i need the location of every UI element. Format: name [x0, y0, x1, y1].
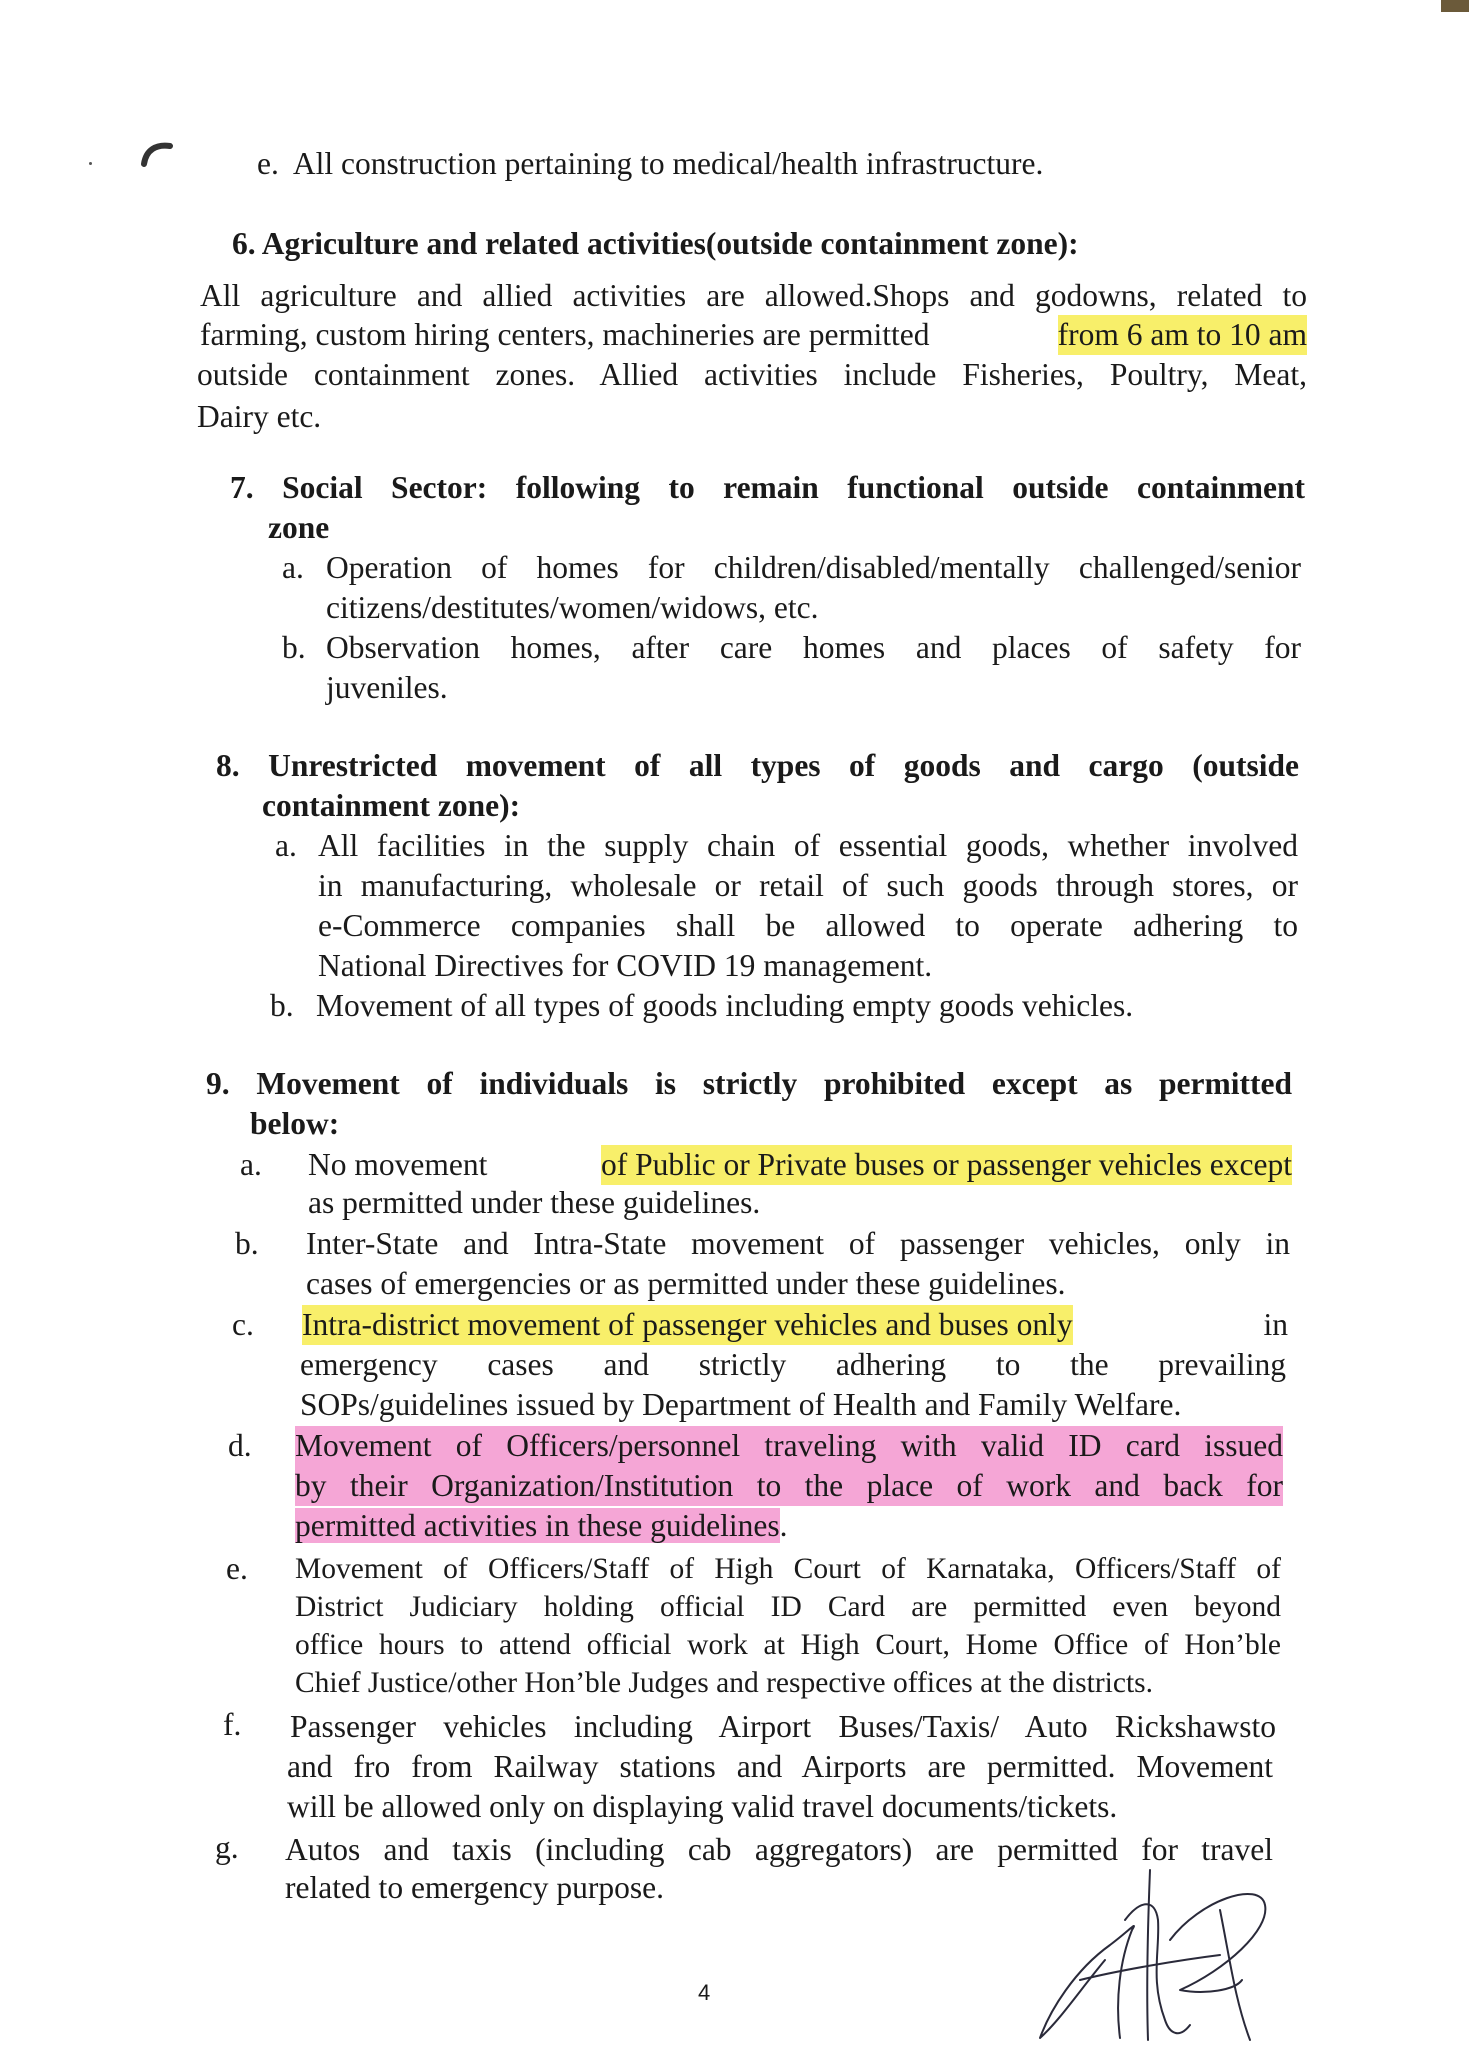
section-6-text: farming, custom hiring centers, machineries are permitted	[200, 317, 930, 352]
highlighted-list-item: Movement of Officers/personnel traveling with valid ID card issued	[295, 1426, 1283, 1466]
list-item: Movement of all types of goods including empty goods vehicles.	[316, 988, 1134, 1023]
list-label: f.	[223, 1707, 242, 1742]
list-label: b.	[270, 988, 294, 1023]
list-item	[302, 1305, 1288, 1345]
corner-scan-mark	[1441, 0, 1469, 12]
section-7-heading: 7. Social Sector: following to remain functional outside containment	[230, 470, 1305, 505]
list-label: g.	[215, 1830, 239, 1865]
list-label: a.	[282, 550, 304, 585]
list-item	[308, 1145, 1292, 1185]
stray-dot	[89, 162, 92, 165]
section-6-line	[200, 315, 1307, 355]
section-9-heading: below:	[250, 1106, 340, 1141]
list-item: juveniles.	[326, 670, 448, 705]
list-item: related to emergency purpose.	[285, 1870, 665, 1905]
list-label: b.	[235, 1226, 259, 1261]
section-6-line: Dairy etc.	[197, 399, 322, 434]
list-text: No movement	[308, 1147, 488, 1182]
list-label: e.	[226, 1551, 248, 1586]
section-6-heading: 6. Agriculture and related activities(outside containment zone):	[232, 226, 1079, 261]
list-label: d.	[228, 1428, 252, 1463]
item-5e	[257, 144, 1043, 184]
section-7-heading: zone	[268, 510, 330, 545]
list-item: Chief Justice/other Hon’ble Judges and respective offices at the districts.	[295, 1667, 1153, 1699]
list-label: c.	[232, 1307, 254, 1342]
highlighted-hours: from 6 am to 10 am	[1058, 315, 1307, 355]
list-label: e.	[257, 146, 279, 181]
list-item: in manufacturing, wholesale or retail of such goods through stores, or	[318, 868, 1298, 903]
list-item: SOPs/guidelines issued by Department of Health and Family Welfare.	[300, 1387, 1182, 1422]
list-item: Operation of homes for children/disabled/mentally challenged/senior	[326, 550, 1301, 585]
list-text: All construction pertaining to medical/health infrastructure.	[292, 146, 1044, 181]
highlighted-text: permitted activities in these guidelines	[295, 1508, 780, 1543]
highlighted-list-item: by their Organization/Institution to the place of work and back for	[295, 1466, 1283, 1506]
highlighted-text: Intra-district movement of passenger vehicles and buses only	[302, 1305, 1073, 1345]
signature	[1020, 1860, 1280, 2045]
list-item: Passenger vehicles including Airport Buses/Taxis/ Auto Rickshawsto	[290, 1709, 1276, 1744]
list-item: citizens/destitutes/women/widows, etc.	[326, 590, 819, 625]
list-item: Movement of Officers/Staff of High Court of Karnataka, Officers/Staff of	[295, 1553, 1281, 1585]
section-6-line: outside containment zones. Allied activities include Fisheries, Poultry, Meat,	[197, 357, 1307, 392]
section-9-heading: 9. Movement of individuals is strictly prohibited except as permitted	[206, 1066, 1292, 1101]
list-item: All facilities in the supply chain of essential goods, whether involved	[318, 828, 1298, 863]
list-label: a.	[275, 828, 297, 863]
section-8-heading: 8. Unrestricted movement of all types of goods and cargo (outside	[216, 748, 1299, 783]
list-item: office hours to attend official work at High Court, Home Office of Hon’ble	[295, 1629, 1281, 1661]
list-item: will be allowed only on displaying valid travel documents/tickets.	[287, 1789, 1118, 1824]
list-item: District Judiciary holding official ID Card are permitted even beyond	[295, 1591, 1281, 1623]
list-label: a.	[240, 1147, 262, 1182]
list-label: b.	[282, 630, 306, 665]
list-item: as permitted under these guidelines.	[308, 1185, 761, 1220]
punch-hole-mark	[138, 140, 178, 170]
page-number: 4	[698, 1980, 711, 2005]
list-text: in	[1263, 1307, 1288, 1342]
list-item: and fro from Railway stations and Airports are permitted. Movement	[287, 1749, 1273, 1784]
list-text: .	[779, 1508, 788, 1543]
list-item: Inter-State and Intra-State movement of passenger vehicles, only in	[306, 1226, 1290, 1261]
section-8-heading: containment zone):	[262, 788, 521, 823]
list-item: Autos and taxis (including cab aggregators) are permitted for travel	[285, 1832, 1273, 1867]
highlighted-text: of Public or Private buses or passenger vehicles except	[601, 1145, 1292, 1185]
list-item: Observation homes, after care homes and places of safety for	[326, 630, 1301, 665]
section-6-line: All agriculture and allied activities are allowed.Shops and godowns, related to	[200, 278, 1307, 313]
list-item: cases of emergencies or as permitted under these guidelines.	[306, 1266, 1066, 1301]
list-item: National Directives for COVID 19 management.	[318, 948, 933, 983]
list-item	[295, 1506, 788, 1546]
list-item: e-Commerce companies shall be allowed to operate adhering to	[318, 908, 1298, 943]
list-item: emergency cases and strictly adhering to the prevailing	[300, 1347, 1286, 1382]
